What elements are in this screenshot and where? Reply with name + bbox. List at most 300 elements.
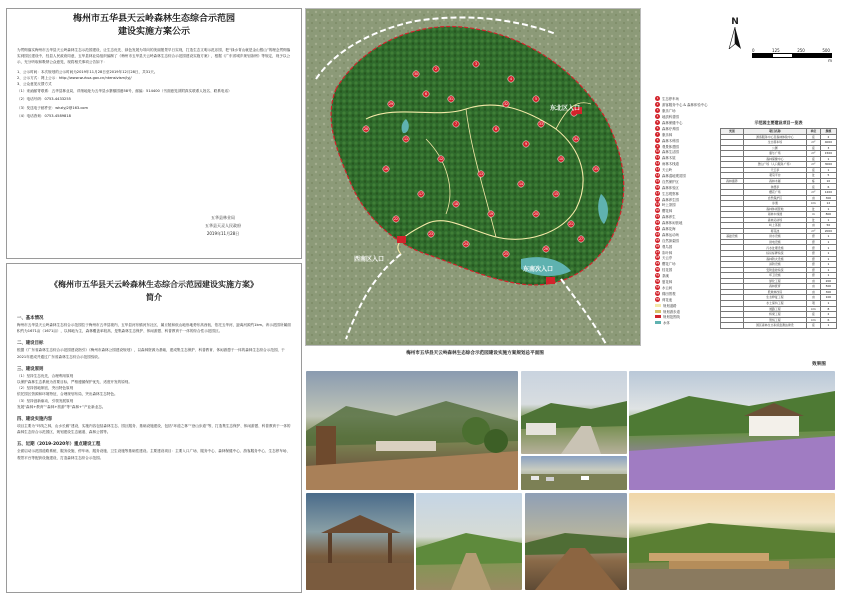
table-cell: 座	[807, 145, 821, 151]
table-cell: 登山广场（入口服务广场）	[743, 162, 806, 168]
legend-marker-icon: 7	[656, 131, 659, 136]
map-poi-marker[interactable]	[558, 156, 564, 162]
svg-text:24: 24	[463, 242, 469, 247]
map-poi-marker[interactable]	[578, 236, 584, 242]
table-cell: 1	[820, 245, 836, 251]
legend-symbol-icon	[655, 310, 661, 313]
legend-label: 森林疗养园	[662, 126, 679, 131]
table-cell: 1	[820, 234, 836, 240]
table-cell: 座	[807, 184, 821, 190]
table-cell: 安防监控系统	[743, 267, 806, 273]
table-cell: m²	[807, 190, 821, 196]
notice-panel	[6, 8, 302, 259]
notice-title-line1: 梅州市五华县天云岭森林生态综合示范园	[72, 14, 235, 24]
entrance-marker-southeast[interactable]	[546, 277, 555, 284]
table-cell: 套	[807, 256, 821, 262]
north-label: N	[731, 17, 739, 27]
table-cell: 森林保健中心	[743, 156, 806, 162]
legend-label: 荷花池	[662, 297, 673, 302]
table-cell: m	[807, 212, 821, 218]
north-arrow	[725, 17, 745, 53]
map-poi-marker[interactable]	[518, 181, 524, 187]
table-cell: 标识标牌系统	[743, 251, 806, 257]
table-cell: 园区森林生态系统监测站建设	[743, 323, 806, 329]
map-poi-marker[interactable]	[448, 96, 454, 102]
legend-label: 水体	[663, 321, 670, 326]
table-cell: m²	[807, 228, 821, 234]
map-poi-marker[interactable]	[568, 221, 574, 227]
table-cell: 管线工程	[743, 317, 806, 323]
svg-text:8: 8	[494, 127, 498, 132]
project-table	[720, 120, 837, 329]
table-cell: 套	[807, 262, 821, 268]
map-poi-marker[interactable]	[553, 191, 559, 197]
table-cell: 绿化工程	[743, 278, 806, 284]
table-cell: 桥梁工程	[743, 312, 806, 318]
table-cell: 100	[820, 295, 836, 301]
table-cell: 座	[807, 312, 821, 318]
table-title: 示范园主要建设项目一览表	[754, 120, 803, 125]
table-cell: 1	[820, 300, 836, 306]
section-heading: 三、建设原则	[17, 366, 44, 372]
legend-label: 森林生活园	[662, 150, 679, 155]
table-cell: 1	[820, 267, 836, 273]
legend-marker-icon: 32	[655, 279, 660, 284]
table-cell: 500	[820, 284, 836, 290]
svg-text:18: 18	[453, 202, 459, 207]
signature-date: 2019年11月28日	[206, 231, 240, 236]
legend-marker-icon: 26	[655, 243, 660, 248]
svg-text:23: 23	[428, 232, 434, 237]
table-cell: 50	[820, 223, 836, 229]
svg-text:14: 14	[518, 182, 524, 187]
legend-marker-icon: 6	[656, 125, 659, 130]
table-cell: 樱花广场	[743, 190, 806, 196]
map-poi-marker[interactable]	[453, 121, 459, 127]
table-cell: 生态修复工程	[743, 295, 806, 301]
legend-label: 森林运动场	[662, 232, 679, 237]
table-cell: 座	[807, 156, 821, 162]
map-poi-marker[interactable]	[388, 101, 394, 107]
table-cell: 生态停车场	[743, 140, 806, 146]
svg-text:7: 7	[454, 122, 458, 127]
legend-label: 彩叶林	[662, 250, 673, 255]
table-cell: 1	[820, 273, 836, 279]
map-poi-marker[interactable]	[503, 101, 509, 107]
legend-marker-icon: 20	[655, 208, 660, 213]
map-poi-marker[interactable]	[383, 166, 389, 172]
table-cell: 水土保持工程	[743, 300, 806, 306]
table-cell: 1	[820, 239, 836, 245]
table-cell: km	[807, 201, 821, 207]
rendering-flower-field	[629, 371, 835, 490]
legend-marker-icon: 14	[655, 173, 660, 178]
svg-text:12: 12	[438, 157, 444, 162]
table-cell: 消防设施	[743, 262, 806, 268]
section-text: 项目主要为“环线之林，山水长廊”建设，实施内容包括森林生态、园区服务、基础设施建设，包括“环道之林”“登山步道”等，打造集生态保护、休闲游憩、科普教育于一体的森林生态综合示范园区，规划建设生态廊道、森林公园等。	[17, 424, 291, 435]
map-poi-marker[interactable]	[413, 71, 419, 77]
legend-label: 森林花海	[662, 227, 676, 232]
table-cell: 森林运动场	[743, 217, 806, 223]
svg-text:33: 33	[538, 122, 544, 127]
legend-label: 森林体验区	[662, 185, 679, 190]
legend-marker-icon: 8	[656, 137, 659, 142]
legend-marker-icon: 11	[655, 155, 660, 160]
notice-intro: 为贯彻落实梅州市五华县天云岭森林生态示范园建设，让生态优先、绿色发展为导向的美丽愿景早日实现，打造生态文明示范乐园，把“绿水青山就是金山银山”的理念贯彻落实到园区建设中，经县人民政府同意，五华县林业局组织编制了《梅州市五华县天云岭森林生态综合示范园建设实施方案》，根据《广东省城乡规划条例》等规定，现予以公示，充分听取和吸纳公众意见，现将相关事项公告如下：	[17, 48, 291, 65]
rendering-parking	[521, 456, 627, 490]
section-heading: 一、基本情况	[17, 316, 44, 321]
legend-symbol-icon	[655, 321, 661, 324]
table-cell: 森林抚育	[743, 284, 806, 290]
legend-label: 游客服务中心 & 森林体验中心	[662, 103, 708, 108]
summary-title	[15, 278, 293, 304]
section-heading: 二、建设目标	[17, 341, 44, 347]
notice-item: 2、公示方式：网上公示：http://www.wuhua.gov.cn/ntensivism/lyj/	[17, 75, 132, 80]
map-poi-marker[interactable]	[533, 211, 539, 217]
legend-label: 自然保护区	[662, 179, 679, 184]
notice-title	[15, 13, 293, 39]
svg-text:6: 6	[424, 92, 428, 97]
section-text: （1）坚持生态优先，合理利用原则 以保护森林生态系统为首要目标，严格遵循保护优先、适度开发的原则。 （2）坚持因地制宜，突出特色原则 依托园区资源和环境特征，合理规划布局，突出森林生态特色。 （3）坚持创新驱动，引领发展原则 发展“森林+教育”“森林+旅游”等“森林+”产业新业态。	[17, 373, 132, 409]
svg-text:2: 2	[434, 67, 438, 72]
rendering-terrace	[629, 493, 835, 590]
table-cell: 森林康养	[721, 178, 744, 184]
legend-marker-icon: 31	[655, 273, 660, 278]
table-cell: 森林防火设施	[743, 256, 806, 262]
table-cell: 荷花池	[743, 228, 806, 234]
label-southeast-entrance: 东南次入口	[523, 266, 554, 273]
legend-marker-icon: 23	[655, 226, 660, 231]
rendering-boardwalk	[525, 493, 627, 590]
table-cell: 岭上茶园	[743, 223, 806, 229]
section-text: 梅州市五华县天云岭森林生态综合示范园位于梅州市五华县境内，五华县河东镇河东社区，属丘陵和低山地形地势东高西低，依托五华河，距离河源约1km。该示范园所属面积约为1671亩（1671亩），以林地为主，森林覆盖率较高，是集森林生态保护、休闲游憩、科普教育于一体的综合性示范园区。	[17, 323, 291, 334]
svg-text:27: 27	[578, 237, 584, 242]
table-cell: 项	[807, 300, 821, 306]
map-poi-marker[interactable]	[418, 191, 424, 197]
table-cell: 供水设施	[743, 234, 806, 240]
map-poi-marker[interactable]	[423, 91, 429, 97]
legend-marker-icon: 3	[656, 108, 659, 113]
legend-label: 规划道路	[663, 303, 677, 308]
table-cell: 800	[820, 212, 836, 218]
legend-marker-icon: 33	[655, 284, 660, 289]
table-cell: 套	[807, 273, 821, 279]
legend-marker-icon: 1	[656, 96, 659, 101]
map-poi-marker[interactable]	[488, 211, 494, 217]
notice-item: 1、公示时间：本次规划的公示时间为2019年11月28日至2019年12月28日，共31天。	[17, 69, 158, 74]
legend-label: 康乐林	[662, 132, 673, 137]
label-southwest-entrance: 西南区入口	[354, 256, 385, 263]
legend-marker-icon: 29	[655, 261, 660, 266]
table-cell: 套	[807, 267, 821, 273]
table-cell: km	[807, 317, 821, 323]
table-cell: 10	[820, 178, 836, 184]
map-poi-marker[interactable]	[403, 136, 409, 142]
svg-text:10: 10	[558, 157, 564, 162]
rendering-pavilion	[306, 493, 414, 590]
table-cell: 亩	[807, 295, 821, 301]
svg-text:25: 25	[503, 252, 509, 257]
legend-label: 雨林木栈道	[662, 162, 679, 167]
legend-label: 岭上茶园	[662, 203, 676, 208]
legend-marker-icon: 22	[655, 220, 660, 225]
rendering-plaza	[306, 371, 518, 490]
legend-label: 森林保健中心	[662, 121, 683, 125]
table-cell: 雨林木栈道	[743, 212, 806, 218]
notice-contact: （3）发送电子邮件至：whzlyj2@163.com	[17, 105, 89, 110]
scale-tick: 0	[752, 48, 755, 53]
table-cell: 公厕	[743, 145, 806, 151]
legend-label: 观鸟园	[662, 244, 673, 249]
map-poi-marker[interactable]	[533, 96, 539, 102]
map-poi-marker[interactable]	[593, 166, 599, 172]
legend-label: 桂花园	[662, 268, 673, 273]
table-cell: 观景平台	[743, 173, 806, 179]
summary-title-line1: 《梅州市五华县天云岭森林生态综合示范园建设实施方案》	[50, 280, 258, 289]
section-text: 全面启动示范园道路系统、服务设施、停车场、服务设施、卫生设施等基础性建设。主要建设项目：主要入口广场、服务中心、森林保健中心、游客服务中心、生态停车场、观景平台等配套设施建设，打造森林生态综合示范园。	[17, 449, 291, 460]
map-poi-marker[interactable]	[543, 246, 549, 252]
legend-label: 天云亭	[662, 256, 673, 261]
map-poi-marker[interactable]	[503, 251, 509, 257]
table-cell: 3000	[820, 162, 836, 168]
map-poi-marker[interactable]	[438, 156, 444, 162]
rendering-trail	[416, 493, 522, 590]
svg-text:4: 4	[509, 77, 513, 82]
table-header: 单位	[807, 129, 821, 135]
table-cell: 1	[820, 217, 836, 223]
legend-label: 森林湿地观赏园	[662, 174, 686, 179]
legend-label: 康乐广场	[662, 109, 676, 114]
notice-contact: （2）电话号码：0753-4433255	[17, 97, 71, 102]
legend-marker-icon: 10	[655, 149, 660, 154]
legend-marker-icon: 25	[655, 237, 660, 242]
table-cell: 座	[807, 134, 821, 140]
map-poi-marker[interactable]	[393, 216, 399, 222]
table-cell: 6	[820, 317, 836, 323]
table-cell: 处	[807, 206, 821, 212]
legend-label: 生态停车场	[662, 97, 679, 102]
table-cell: 2	[820, 312, 836, 318]
legend-label: 生态观察林	[662, 191, 679, 196]
map-poi-marker[interactable]	[463, 241, 469, 247]
section-text: 根据《广东省森林生态综合示范园建设指引》《梅州市森林公园建设规划》，以森林资源为基础，建成集生态保护、科普教育、休闲游憩于一体的森林生态综合示范园，于2021年建成并通过广东省森林生态综合示范园验收。	[17, 348, 285, 359]
table-cell: 环卫设施	[743, 273, 806, 279]
map-poi-marker[interactable]	[538, 121, 544, 127]
table-cell: 套	[807, 239, 821, 245]
legend-symbol-icon	[655, 304, 661, 307]
svg-text:13: 13	[478, 172, 484, 177]
legend-marker-icon: 12	[655, 161, 660, 166]
table-header: 类别	[721, 129, 744, 135]
entrance-marker-southwest[interactable]	[397, 236, 406, 243]
legend-label: 观景休憩园	[662, 144, 679, 149]
signature-org: 五华县林业局	[211, 215, 235, 220]
legend-marker-icon: 18	[655, 196, 660, 201]
table-header: 项目名称	[743, 129, 806, 135]
rendering-terrace-graphic	[629, 493, 835, 590]
legend-label: 水云间	[662, 285, 673, 290]
legend-marker-icon: 21	[655, 214, 660, 219]
table-cell: 森林休闲营地	[743, 206, 806, 212]
legend-label: 梯田景观	[662, 291, 676, 296]
svg-text:34: 34	[573, 137, 579, 142]
table-cell: 亩	[807, 284, 821, 290]
rendering-road	[521, 371, 627, 454]
table-cell: 1	[820, 167, 836, 173]
legend-marker-icon: 5	[656, 120, 659, 124]
svg-text:5: 5	[534, 97, 538, 102]
legend-marker-icon: 28	[655, 255, 660, 260]
rendering-flower-field-graphic	[629, 371, 835, 490]
map-poi-marker[interactable]	[573, 136, 579, 142]
legend-symbol-item	[655, 320, 715, 326]
legend-marker-icon: 24	[655, 231, 660, 236]
legend-item	[655, 102, 715, 108]
legend-label: 规划游步道	[663, 309, 680, 314]
table-cell: 处	[807, 217, 821, 223]
scale-tick: 250	[797, 48, 805, 53]
svg-text:16: 16	[383, 167, 389, 172]
notice-signature	[205, 214, 241, 238]
notice-contact: （4）电话咨询：0753-4589818	[17, 113, 71, 118]
legend-marker-icon: 34	[655, 290, 660, 295]
table-cell: 1200	[820, 190, 836, 196]
legend-label: 自然探索园	[662, 238, 679, 243]
legend-label: 茶溪	[662, 274, 669, 279]
rendering-boardwalk-graphic	[525, 493, 627, 590]
label-northeast-entrance: 东北区入口	[550, 105, 581, 112]
table-cell: 亩	[807, 223, 821, 229]
legend-label: 森林木科园	[662, 138, 679, 143]
legend-label: 樱花林	[662, 209, 673, 214]
summary-title-line2: 简介	[146, 293, 162, 302]
summary-panel	[6, 263, 302, 593]
table-cell: 亩	[807, 278, 821, 284]
map-poi-marker[interactable]	[433, 66, 439, 72]
table-cell: 2	[820, 134, 836, 140]
signature-gov: 五华县天灵人民政府	[205, 223, 241, 228]
svg-text:9: 9	[524, 142, 528, 147]
scale-bar	[752, 48, 832, 63]
table-cell: 套	[807, 251, 821, 257]
legend-marker-icon: 19	[655, 202, 660, 207]
table-cell: 套	[807, 234, 821, 240]
rendering-plaza-graphic	[306, 371, 518, 490]
legend-marker-icon: 9	[656, 143, 659, 148]
table-cell: 康乐广场	[743, 151, 806, 157]
table-cell: 天云亭	[743, 167, 806, 173]
legend-label: 森林养生园	[662, 197, 679, 202]
table-cell: 供电设施	[743, 239, 806, 245]
table-cell: 1	[820, 251, 836, 257]
rendering-trail-graphic	[416, 493, 522, 590]
legend-label: 天云岭	[662, 168, 673, 173]
map-poi-marker[interactable]	[523, 141, 529, 147]
svg-text:22: 22	[393, 217, 399, 222]
legend-symbol-icon	[655, 315, 661, 318]
map-poi-marker[interactable]	[363, 126, 369, 132]
table-cell: 座	[807, 323, 821, 329]
table-cell: 步道	[743, 201, 806, 207]
legend-marker-icon: 15	[655, 178, 660, 183]
scale-tick: 125	[772, 48, 780, 53]
section-heading: 四、建设实施内容	[17, 417, 53, 423]
legend-marker-icon: 4	[656, 114, 659, 119]
north-arrow-icon	[728, 27, 742, 49]
table-cell: 12	[820, 201, 836, 207]
table-cell: km	[807, 306, 821, 312]
legend-label: 地质科普园	[662, 115, 679, 120]
table-cell: m²	[807, 140, 821, 146]
effect-title: 效果图	[812, 362, 826, 367]
table-cell: m²	[807, 151, 821, 157]
legend-label: 森林休闲营地	[662, 221, 683, 226]
table-cell: 2000	[820, 228, 836, 234]
table-cell	[721, 323, 744, 329]
notice-contact: （1）来函邮寄联系：五华县林业局，详细地址为五华县水寨镇园港58号，邮编：514400（书面意见须附真实联系人姓名、联系电话）	[17, 89, 232, 94]
map-poi-marker[interactable]	[428, 231, 434, 237]
svg-text:26: 26	[543, 247, 549, 252]
map-poi-marker[interactable]	[453, 201, 459, 207]
table-cell: 自然保护区	[743, 195, 806, 201]
table-cell: 套	[807, 245, 821, 251]
svg-text:19: 19	[488, 212, 494, 217]
map-legend	[655, 96, 715, 326]
svg-text:35: 35	[593, 167, 599, 172]
table-cell: 低效林改造	[743, 289, 806, 295]
svg-text:29: 29	[388, 102, 394, 107]
table-cell: 200	[820, 278, 836, 284]
table-cell: 300	[820, 289, 836, 295]
table-cell: 4000	[820, 140, 836, 146]
table-cell: m²	[807, 162, 821, 168]
map-poi-marker[interactable]	[508, 76, 514, 82]
table-cell: 亩	[807, 289, 821, 295]
svg-text:20: 20	[533, 212, 539, 217]
map-caption: 梅州市五华县天云岭森林生态综合示范园建设实施方案规划总平面图	[406, 351, 544, 356]
map-poi-marker[interactable]	[473, 61, 479, 67]
table-cell: 休憩亭	[743, 184, 806, 190]
table-cell: 污水处理设施	[743, 245, 806, 251]
table-cell: 森林木屋	[743, 178, 806, 184]
notice-title-line2: 建设实施方案公示	[117, 27, 190, 37]
table-cell: 5	[820, 173, 836, 179]
legend-label: 樱花广场	[662, 262, 676, 267]
table-header: 规模	[820, 129, 836, 135]
legend-marker-icon: 27	[655, 249, 660, 254]
legend-marker-icon: 13	[655, 167, 660, 172]
scale-tick: 500	[822, 48, 830, 53]
section-heading: 五、近期（2019-2020年）重点建设工程	[17, 442, 101, 448]
table-cell: 亩	[807, 195, 821, 201]
rendering-road-graphic	[521, 371, 627, 454]
map-poi-marker[interactable]	[493, 126, 499, 132]
table-body	[721, 134, 837, 328]
map-poi-marker[interactable]	[478, 171, 484, 177]
table-cell: 栋	[807, 178, 821, 184]
table-cell: 处	[807, 173, 821, 179]
table-cell: 300	[820, 195, 836, 201]
rendering-parking-graphic	[521, 456, 627, 490]
legend-marker-icon: 2	[656, 102, 659, 107]
svg-text:30: 30	[413, 72, 419, 77]
project-table-grid	[720, 128, 837, 329]
table-cell: 基础设施	[721, 234, 744, 240]
svg-text:17: 17	[418, 192, 424, 197]
table-cell: 座	[807, 167, 821, 173]
table-cell: 游客服务中心及森林体验中心	[743, 134, 806, 140]
svg-text:11: 11	[403, 137, 409, 142]
